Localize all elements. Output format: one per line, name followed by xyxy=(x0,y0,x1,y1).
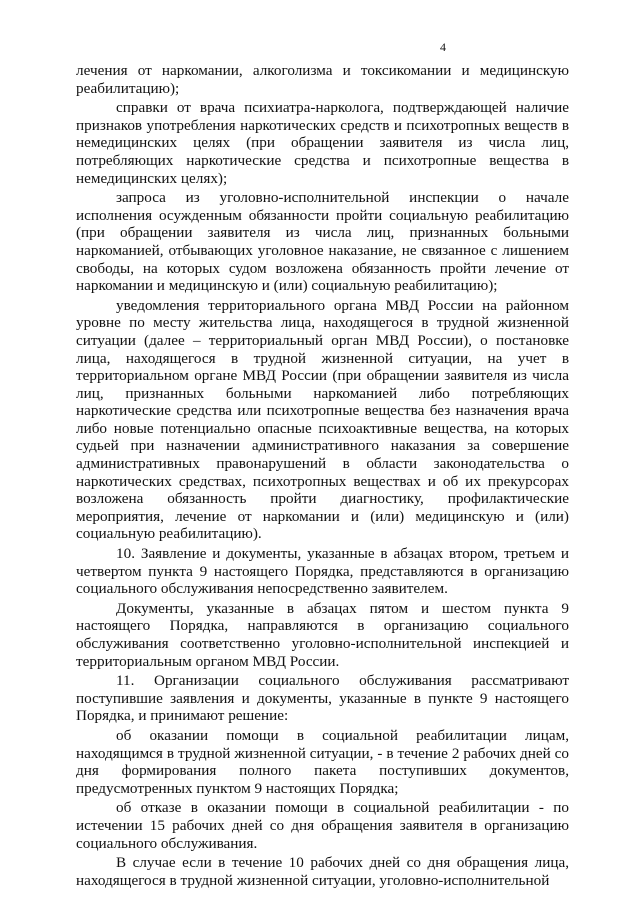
paragraph: справки от врача психиатра-нарколога, подтверждающей наличие признаков употребления наркотических средств и психотропных веществ в немедицинских целях (при обращении заявителя из числа лиц, потребляющих наркотические средства и психотропные вещества в немедицинских целях); xyxy=(76,99,569,187)
paragraph-item-10: 10. Заявление и документы, указанные в абзацах втором, третьем и четвертом пункта 9 настоящего Порядка, представляются в организацию социального обслуживания непосредственно заявителем. xyxy=(76,545,569,598)
page-number: 4 xyxy=(440,40,446,54)
paragraph-continuation: лечения от наркомании, алкоголизма и токсикомании и медицинскую реабилитацию); xyxy=(76,62,569,97)
document-body xyxy=(76,62,569,891)
paragraph: уведомления территориального органа МВД России на районном уровне по месту жительства лица, находящегося в трудной жизненной ситуации (далее – территориальный орган МВД России), о постановке лица, находящегося в трудной жизненной ситуации, на учет в территориальном органе МВД России (при обращении заявителя из числа лиц, признанных больными наркоманией либо потребляющих наркотические средства или психотропные вещества без назначения врача либо новые потенциально опасные психоактивные вещества, на которых судьей при назначении административного наказания за совершение административных правонарушений в области законодательства о наркотических средствах, психотропных веществах и об их прекурсорах возложена обязанность пройти диагностику, профилактические мероприятия, лечение от наркомании и (или) медицинскую и (или) социальную реабилитацию). xyxy=(76,296,569,543)
paragraph: об оказании помощи в социальной реабилитации лицам, находящимся в трудной жизненной ситуации, - в течение 2 рабочих дней со дня формирования полного пакета поступивших документов, предусмотренных пунктом 9 настоящих Порядка; xyxy=(76,726,569,797)
paragraph: Документы, указанные в абзацах пятом и шестом пункта 9 настоящего Порядка, направляются в организацию социального обслуживания соответственно уголовно-исполнительной инспекцией и территориальным органом МВД России. xyxy=(76,599,569,670)
paragraph: об отказе в оказании помощи в социальной реабилитации - по истечении 15 рабочих дней со дня обращения заявителя в организацию социального обслуживания. xyxy=(76,799,569,852)
paragraph: запроса из уголовно-исполнительной инспекции о начале исполнения осужденным обязанности пройти социальную реабилитацию (при обращении заявителя из числа лиц, признанных больными наркоманией, отбывающих уголовное наказание, не связанное с лишением свободы, на которых судом возложена обязанность пройти лечение от наркомании и медицинскую и (или) социальную реабилитацию); xyxy=(76,189,569,295)
paragraph: В случае если в течение 10 рабочих дней со дня обращения лица, находящегося в трудной жизненной ситуации, уголовно-исполнительной xyxy=(76,854,569,889)
paragraph-item-11: 11. Организации социального обслуживания рассматривают поступившие заявления и документы, указанные в пункте 9 настоящего Порядка, и принимают решение: xyxy=(76,672,569,725)
